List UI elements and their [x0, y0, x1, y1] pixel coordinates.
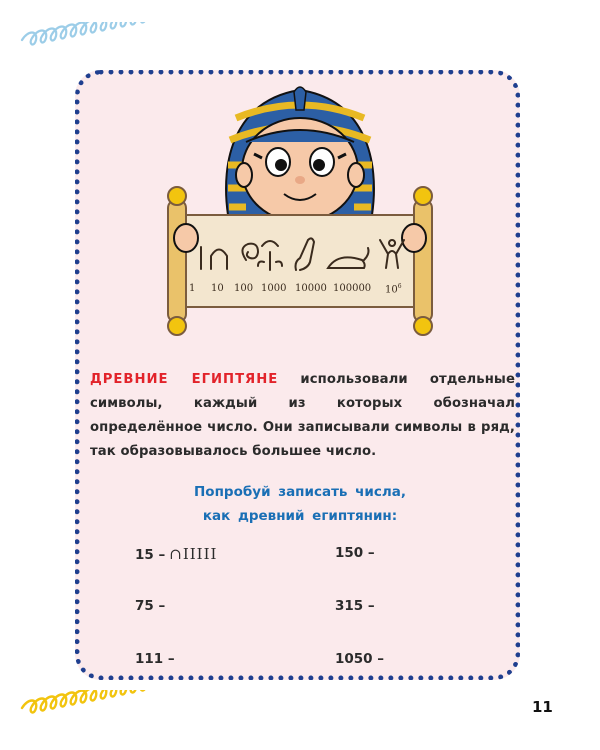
- page-number: 11: [532, 698, 553, 716]
- uraeus-icon: [294, 87, 306, 110]
- scroll-label-10000: 10000: [295, 283, 327, 294]
- exercise-1050[interactable]: 1050 –: [335, 651, 385, 667]
- exercise-prompt-line-1: Попробуй записать числа,: [194, 484, 406, 500]
- intro-text: использовали отдельные символы, каждый из которых обозначал определённое число. Они записывали символы в ряд, так образовывалось большее число.: [90, 372, 515, 459]
- exercise-prompt-line-2: как древний египтянин:: [202, 508, 398, 524]
- scroll-label-1000: 1000: [261, 283, 287, 294]
- scroll-label-1: 1: [189, 283, 196, 294]
- bottom-loop-border: [0, 690, 600, 720]
- scroll-label-100: 100: [234, 283, 254, 294]
- exercise-15: 15 – ∩IIIII: [135, 545, 218, 563]
- example-answer: ∩IIIII: [169, 545, 218, 563]
- exercise-prompt: [170, 480, 430, 528]
- exercise-111[interactable]: 111 –: [135, 651, 175, 667]
- scroll-label-10: 10: [211, 283, 224, 294]
- scroll-label-million: $10^6$: [385, 283, 402, 296]
- exercise-150[interactable]: 150 –: [335, 545, 375, 561]
- exercise-315[interactable]: 315 –: [335, 598, 375, 614]
- scroll-label-100000: 100000: [333, 283, 372, 294]
- intro-lead: ДРЕВНИЕ ЕГИПТЯНЕ: [90, 372, 279, 387]
- intro-paragraph: [90, 368, 515, 464]
- exercise-75[interactable]: 75 –: [135, 598, 166, 614]
